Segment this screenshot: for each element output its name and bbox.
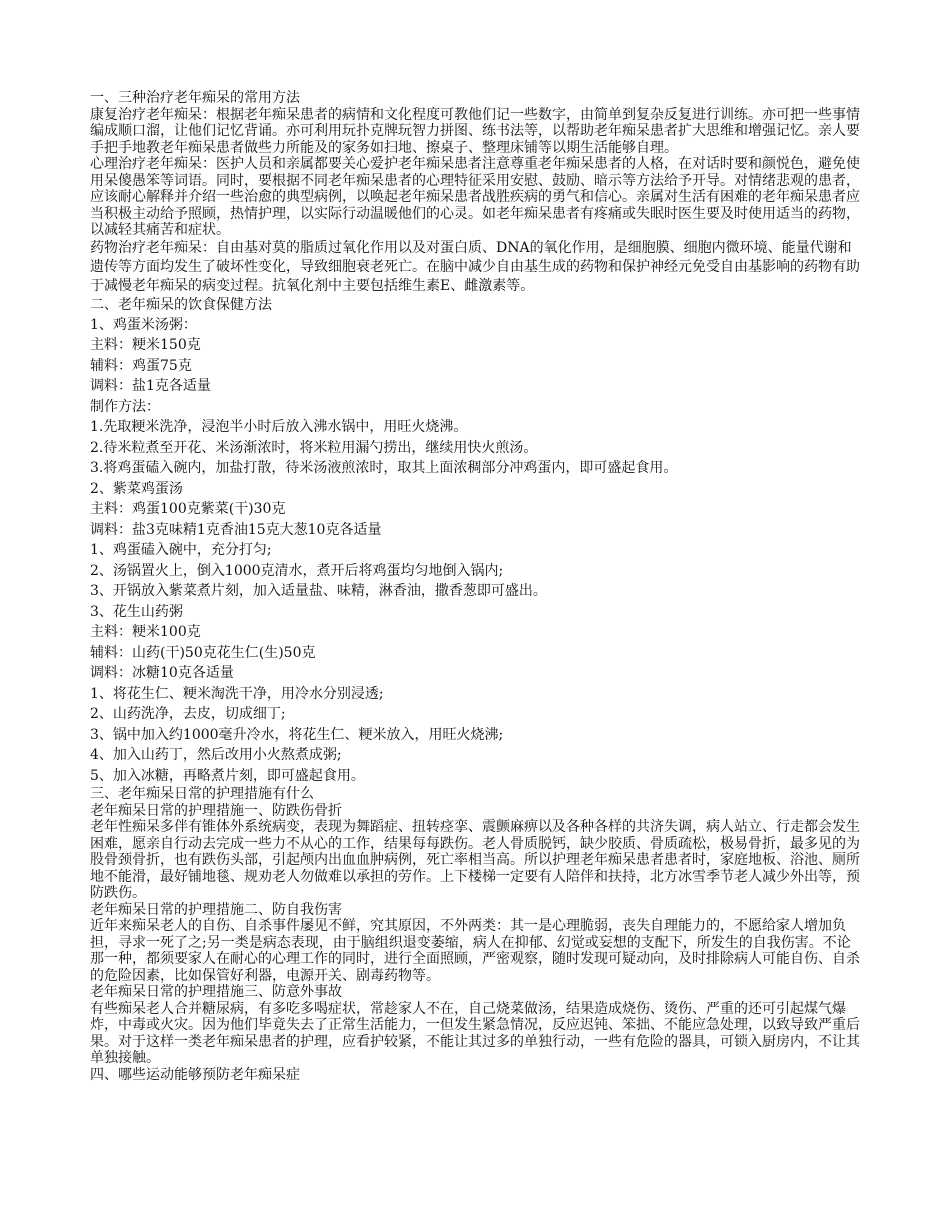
recipe-1-step: 1.先取粳米洗净，浸泡半小时后放入沸水锅中，用旺火烧沸。 — [90, 419, 468, 435]
care-measure-3-title: 老年痴呆日常的护理措施三、防意外事故 — [90, 984, 342, 1000]
recipe-2-step: 2、汤锅置火上，倒入1000克清水，煮开后将鸡蛋均匀地倒入锅内; — [90, 562, 504, 579]
recipe-1-title: 1、鸡蛋米汤粥： — [90, 316, 197, 333]
care-measure-1-title: 老年痴呆日常的护理措施一、防跌伤骨折 — [90, 802, 342, 819]
recipe-3-step: 3、锅中加入约1000毫升冷水，将花生仁、粳米放入，用旺火烧沸; — [90, 726, 504, 743]
recipe-3-step: 4、加入山药丁，然后改用小火熬煮成粥; — [90, 747, 342, 763]
care-measure-2-body: 近年来痴呆老人的自伤、自杀事件屡见不鲜，究其原因，不外两类：其一是心理脆弱，丧失自理能力的，不愿给家人增加负担，寻求一死了之;另一类是病态表现，由于脑组织退变萎缩，病人在抑郁、幻觉或妄想的支配下，所发生的自我伤害。不论那一种，都须要家人在耐心的心理工作的同时，进行全面照顾，严密观察，随时发现可疑动向，及时排除病人可能自伤、自杀的危险因素，比如保管好利器，电源开关、剧毒药物等。 — [90, 918, 860, 984]
recipe-3-seasoning: 调料：冰糖10克各适量 — [90, 665, 234, 681]
recipe-2-title: 2、紫菜鸡蛋汤 — [90, 480, 183, 497]
recipe-3-step: 2、山药洗净，去皮，切成细丁; — [90, 706, 286, 722]
psych-therapy-paragraph: 心理治疗老年痴呆：医护人员和亲属都要关心爱护老年痴呆患者注意尊重老年痴呆患者的人格，在对话时要和颜悦色，避免使用呆傻愚笨等词语。同时，要根据不同老年痴呆患者的心理特征采用安慰、鼓励、暗示等方法给予开导。对情绪悲观的患者，应该耐心解释并介绍一些治愈的典型病例，以唤起老年痴呆患者战胜疾病的勇气和信心。亲属对生活有困难的老年痴呆患者应当积极主动给予照顾，热情护理，以实际行动温暖他们的心灵。如老年痴呆患者有疼痛或失眠时医生要及时使用适当的药物，以减轻其痛苦和症状。 — [90, 156, 860, 238]
rehab-therapy-paragraph: 康复治疗老年痴呆：根据老年痴呆患者的病情和文化程度可教他们记一些数字，由简单到复杂反复进行训练。亦可把一些事情编成顺口溜，让他们记忆背诵。亦可利用玩扑克牌玩智力拼图、练书法等，以帮助老年痴呆患者扩大思维和增强记忆。亲人要手把手地教老年痴呆患者做些力所能及的家务如扫地、擦桌子、整理床铺等以期生活能够自理。 — [90, 106, 860, 156]
recipe-3-step: 1、将花生仁、粳米淘洗干净，用冷水分别浸透; — [90, 685, 384, 702]
recipe-1-seasoning: 调料：盐1克各适量 — [90, 378, 211, 394]
recipe-2-step: 3、开锅放入紫菜煮片刻，加入适量盐、味精，淋香油，撒香葱即可盛出。 — [90, 583, 547, 599]
recipe-1-step: 2.待米粒煮至开花、米汤渐浓时，将米粒用漏勺捞出，继续用快火煎汤。 — [90, 439, 538, 456]
recipe-2-seasoning: 调料：盐3克味精1克香油15克大葱10克各适量 — [90, 521, 382, 538]
recipe-3-step: 5、加入冰糖，再略煮片刻，即可盛起食用。 — [90, 767, 365, 784]
recipe-3-title: 3、花生山药粥 — [90, 603, 183, 620]
recipe-1-step: 3.将鸡蛋磕入碗内，加盐打散，待米汤液煎浓时，取其上面浓稠部分冲鸡蛋内，即可盛起食用。 — [90, 460, 678, 476]
drug-therapy-paragraph: 药物治疗老年痴呆：自由基对莫的脂质过氧化作用以及对蛋白质、DNA的氧化作用，是细胞膜、细胞内微环境、能量代谢和遗传等方面均发生了破坏性变化，导致细胞衰老死亡。在脑中减少自由基生成的药物和保护神经元免受自由基影响的药物有助于减慢老年痴呆的病变过程。抗氧化剂中主要包括维生素E、雌激素等。 — [90, 239, 860, 294]
recipe-3-aux: 辅料：山药(干)50克花生仁(生)50克 — [90, 644, 316, 661]
section-2-heading: 二、老年痴呆的饮食保健方法 — [90, 296, 272, 313]
section-1-heading: 一、三种治疗老年痴呆的常用方法 — [90, 90, 300, 106]
recipe-2-step: 1、鸡蛋磕入碗中，充分打匀; — [90, 542, 272, 558]
recipe-1-main: 主料：粳米150克 — [90, 337, 201, 353]
care-measure-3-body: 有些痴呆老人合并糖尿病，有多吃多喝症状，常趁家人不在，自己烧菜做汤，结果造成烧伤、烫伤、严重的还可引起煤气爆炸，中毒或火灾。因为他们毕竟失去了正常生活能力，一但发生紧急情况，反应迟钝、笨拙、不能应急处理，以致导致严重后果。对于这样一类老年痴呆患者的护理，应看护较紧，不能让其过多的单独行动，一些有危险的器具，可锁入厨房内，不让其单独接触。 — [90, 1000, 860, 1066]
recipe-1-aux: 辅料：鸡蛋75克 — [90, 357, 192, 374]
care-measure-2-title: 老年痴呆日常的护理措施二、防自我伤害 — [90, 901, 342, 918]
section-4-heading: 四、哪些运动能够预防老年痴呆症 — [90, 1066, 300, 1083]
recipe-3-main: 主料：粳米100克 — [90, 624, 201, 640]
section-3-heading: 三、老年痴呆日常的护理措施有什么 — [90, 786, 314, 802]
recipe-1-method-label: 制作方法： — [90, 398, 160, 415]
recipe-2-main: 主料：鸡蛋100克紫菜(干)30克 — [90, 501, 286, 517]
care-measure-1-body: 老年性痴呆多伴有锥体外系统病变，表现为舞蹈症、扭转痉挛、震颤麻痹以及各种各样的共济失调，病人站立、行走都会发生困难，愿亲自行动去完成一些力不从心的工作，结果每每跌伤。老人骨质脱钙，缺少胶质、骨质疏松，极易骨折，最多见的为股骨颈骨折，也有跌伤头部，引起颅内出血血肿病例，死亡率相当高。所以护理老年痴呆患者患者时，家庭地板、浴池、厕所地不能滑，最好铺地毯、规劝老人勿做难以承担的劳作。上下楼梯一定要有人陪伴和扶持，北方冰雪季节老人减少外出等，预防跌伤。 — [90, 819, 860, 901]
